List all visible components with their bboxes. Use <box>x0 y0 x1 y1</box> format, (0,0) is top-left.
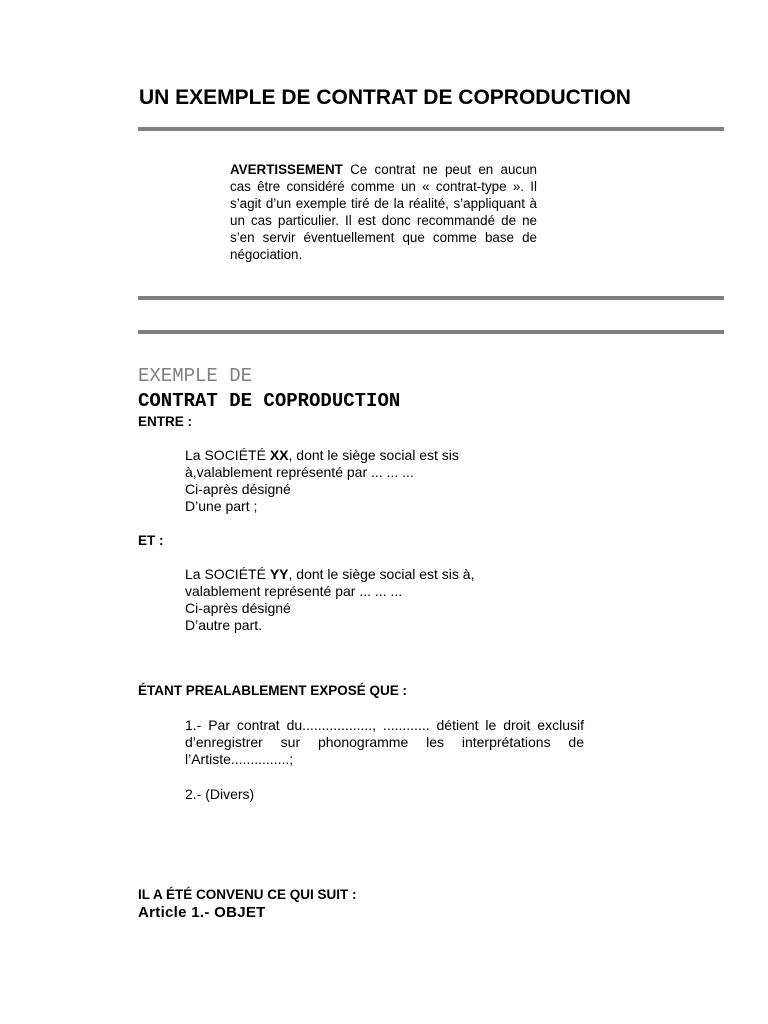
horizontal-rule <box>138 127 724 131</box>
party2-suffix: , dont le siège social est sis à, <box>288 566 475 582</box>
party2-prefix: La SOCIÉTÉ <box>185 566 270 582</box>
party2-name: YY <box>269 566 289 582</box>
warning-heading: AVERTISSEMENT <box>230 162 343 177</box>
recital-item-2: 2.- (Divers) <box>185 786 255 802</box>
party2-line2: valablement représenté par ... ... ... <box>185 583 403 599</box>
party2-line3: Ci-après désigné <box>185 600 291 616</box>
party1-line3: Ci-après désigné <box>185 481 291 497</box>
document-title: UN EXEMPLE DE CONTRAT DE COPRODUCTION <box>139 86 631 109</box>
entre-label: ENTRE : <box>138 414 192 429</box>
party1-name: XX <box>269 447 289 463</box>
party1-prefix: La SOCIÉTÉ <box>185 447 270 463</box>
section-heading-line1: EXEMPLE DE <box>138 365 253 387</box>
party2-line1 <box>185 566 475 583</box>
warning-paragraph <box>230 161 537 263</box>
horizontal-rule <box>138 330 724 334</box>
et-label: ET : <box>138 533 164 548</box>
party2-block <box>185 566 475 634</box>
party1-suffix: , dont le siège social est sis <box>288 447 459 463</box>
convenu-label: IL A ÉTÉ CONVENU CE QUI SUIT : <box>138 887 357 902</box>
party1-line4: D’une part ; <box>185 498 258 514</box>
party1-line1 <box>185 447 459 464</box>
recital-item-1: 1.- Par contrat du.................., ............ détient le droit exclusif d’enregistrer sur phonogramme les interprétations de l’Artiste...............; <box>185 717 584 767</box>
section-heading-line2: CONTRAT DE COPRODUCTION <box>138 390 401 412</box>
article-heading: Article 1.- OBJET <box>138 904 266 921</box>
party1-line2: à,valablement représenté par ... ... ... <box>185 464 414 480</box>
party1-block <box>185 447 459 515</box>
horizontal-rule <box>138 296 724 300</box>
expose-label: ÉTANT PREALABLEMENT EXPOSÉ QUE : <box>138 683 408 698</box>
warning-text: Ce contrat ne peut en aucun cas être considéré comme un « contrat-type ». Il s’agit d’un exemple tiré de la réalité, s’appliquant à un cas particulier. Il est donc recommandé de ne s’en servir éventuellement que comme base de négociation. <box>230 162 537 262</box>
party2-line4: D’autre part. <box>185 617 263 633</box>
